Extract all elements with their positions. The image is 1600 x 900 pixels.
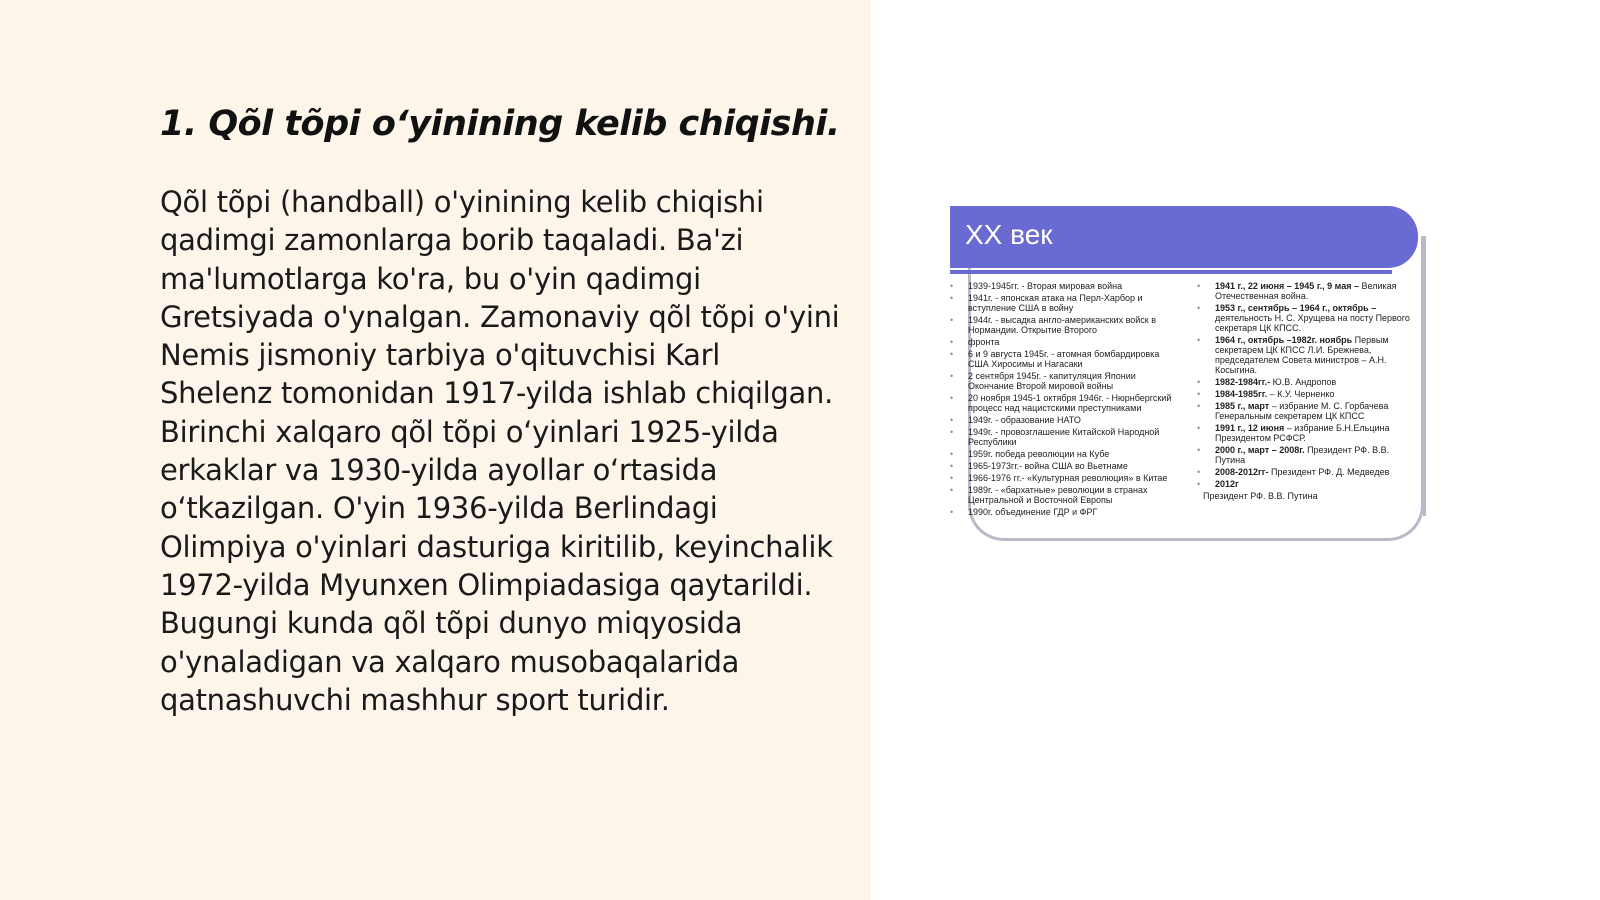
timeline-entry [1195, 445, 1413, 465]
bullet-icon: • [950, 349, 954, 359]
bullet-icon: • [1197, 467, 1201, 477]
timeline-entry [1195, 281, 1413, 301]
timeline-entry [950, 349, 1182, 369]
timeline-entry-text: 6 и 9 августа 1945г. - атомная бомбардировка США Хиросимы и Нагасаки [968, 349, 1160, 369]
timeline-entry-text: – избрание М. С. Горбачева Генеральным секретарем ЦК КПСС [1215, 401, 1389, 421]
figure-header-title: XX век [965, 219, 1053, 250]
bullet-icon: • [1197, 281, 1201, 291]
bullet-icon: • [1197, 389, 1201, 399]
bullet-icon: • [950, 473, 954, 483]
timeline-entry-date: 2008-2012гг- [1215, 467, 1269, 477]
timeline-entry [950, 315, 1182, 335]
timeline-entry-date: 2000 г., март – 2008г. [1215, 445, 1305, 455]
timeline-entry [1195, 335, 1413, 375]
timeline-entry [1195, 401, 1413, 421]
bullet-icon: • [950, 449, 954, 459]
timeline-entry-date: 2012г [1215, 479, 1239, 489]
bullet-icon: • [950, 337, 954, 347]
timeline-entry-text: 1941г. - японская атака на Перл-Харбор и вступление США в войну [968, 293, 1143, 313]
timeline-entry [950, 415, 1182, 425]
timeline-right-column [1195, 281, 1413, 501]
bullet-icon: • [1197, 479, 1201, 489]
timeline-entry-date: 1984-1985гг. [1215, 389, 1268, 399]
timeline-entry-date: 1985 г., март [1215, 401, 1270, 411]
timeline-entry-text: Первым секретарем ЦК КПСС Л.И. Брежнева, председателем Совета министров – А.Н. Косыгина. [1215, 335, 1389, 375]
timeline-entry-text: 1959г. победа революции на Кубе [968, 449, 1110, 459]
timeline-footer-text: Президент РФ. В.В. Путина [1203, 491, 1318, 501]
slide-title: 1. Qõl tõpi o‘yinining kelib chiqishi. [160, 104, 840, 144]
timeline-entry-date: 1941 г., 22 июня – 1945 г., 9 мая – [1215, 281, 1359, 291]
bullet-icon: • [1197, 401, 1201, 411]
bullet-icon: • [950, 507, 954, 517]
timeline-entry [950, 473, 1182, 483]
timeline-entry-date: 1991 г., 12 июня [1215, 423, 1285, 433]
timeline-entry-text: 1939-1945гг. - Вторая мировая война [968, 281, 1123, 291]
timeline-entry [1195, 423, 1413, 443]
timeline-entry-text: 1949г. - образование НАТО [968, 415, 1081, 425]
timeline-entry-text: 1990г. объединение ГДР и ФРГ [968, 507, 1098, 517]
timeline-entry-date: 1982-1984гг.- [1215, 377, 1271, 387]
timeline-entry-text: 2 сентября 1945г. - капитуляция Японии Окончание Второй мировой войны [968, 371, 1136, 391]
timeline-entry [950, 427, 1182, 447]
slide-body-text: Qõl tõpi (handball) o'yinining kelib chiqishi qadimgi zamonlarga borib taqaladi. Ba'zi ma'lumotlarga ko'ra, bu o'yin qadimgi Gretsiyada o'ynalgan. Zamonaviy qõl tõpi o'yini Nemis jismoniy tarbiya o'qituvchisi Karl Shelenz tomonidan 1917-yilda ishlab chiqilgan. Birinchi xalqaro qõl tõpi o‘yinlari 1925-yilda erkaklar va 1930-yilda ayollar o‘rtasida o‘tkazilgan. O'yin 1936-yilda Berlindagi Olimpiya o'yinlari dasturiga kiritilib, keyinchalik 1972-yilda Myunxen Olimpiadasiga qaytarildi. Bugungi kunda qõl tõpi dunyo miqyosida o'ynaladigan va xalqaro musobaqalarida qatnashuvchi mashhur sport turidir. [160, 185, 840, 717]
timeline-entry-text: – избрание Б.Н.Ельцина Президентом РСФСР. [1215, 423, 1390, 443]
bullet-icon: • [1197, 303, 1201, 313]
bullet-icon: • [950, 281, 954, 291]
bullet-icon: • [1197, 423, 1201, 433]
bullet-icon: • [950, 293, 954, 303]
bullet-icon: • [950, 461, 954, 471]
timeline-entry [950, 293, 1182, 313]
timeline-entry-text: Президент РФ. Д. Медведев [1268, 467, 1390, 477]
timeline-entry [1195, 467, 1413, 477]
bullet-icon: • [950, 371, 954, 381]
bullet-icon: • [1197, 377, 1201, 387]
timeline-entry [950, 507, 1182, 517]
timeline-entry [1195, 389, 1413, 399]
timeline-entry [950, 449, 1182, 459]
timeline-entry [1195, 479, 1413, 489]
timeline-entry-text: Великая Отечественная война. [1215, 281, 1397, 301]
timeline-entry-text: фронта [968, 337, 1000, 347]
timeline-entry-text: 1965-1973гг.- война США во Вьетнаме [968, 461, 1128, 471]
bullet-icon: • [950, 427, 954, 437]
timeline-entry-text: Президент РФ. В.В. Путина [1215, 445, 1390, 465]
timeline-entry-text: 1989г. - «бархатные» революции в странах Центральной и Восточной Европы [968, 485, 1148, 505]
bullet-icon: • [1197, 445, 1201, 455]
bullet-icon: • [950, 315, 954, 325]
timeline-entry-date: 1964 г., октябрь –1982г. ноябрь [1215, 335, 1353, 345]
timeline-entry [950, 461, 1182, 471]
timeline-entry-text: деятельность Н. С. Хрущева на посту Первого секретаря ЦК КПСС. [1215, 313, 1410, 333]
timeline-entry-date: 1953 г., сентябрь – 1964 г., октябрь – [1215, 303, 1377, 313]
timeline-entry-text: 20 ноября 1945-1 октября 1946г. - Нюрнбергский процесс над нацистскими преступниками [968, 393, 1172, 413]
timeline-left-column [950, 281, 1182, 519]
timeline-entry [1195, 377, 1413, 387]
timeline-entry-text: 1966-1976 гг.- «Культурная революция» в Китае [968, 473, 1168, 483]
timeline-entry [950, 371, 1182, 391]
timeline-entry [1195, 303, 1413, 333]
timeline-entry-text: 1944г. - высадка англо-американских войск в Нормандии. Открытие Второго [968, 315, 1157, 335]
timeline-entry [950, 485, 1182, 505]
bullet-icon: • [950, 393, 954, 403]
timeline-entry [950, 337, 1182, 347]
figure-header [950, 206, 1418, 268]
figure-header-rule [950, 270, 1392, 274]
timeline-entry-text: – К.У. Черненко [1267, 389, 1335, 399]
timeline-entry-text: Ю.В. Андропов [1270, 377, 1337, 387]
timeline-entry [950, 281, 1182, 291]
timeline-figure [950, 206, 1426, 543]
timeline-entry-text: 1949г. - провозглашение Китайской Народной Республики [968, 427, 1160, 447]
bullet-icon: • [950, 415, 954, 425]
bullet-icon: • [1197, 335, 1201, 345]
bullet-icon: • [950, 485, 954, 495]
timeline-entry [950, 393, 1182, 413]
